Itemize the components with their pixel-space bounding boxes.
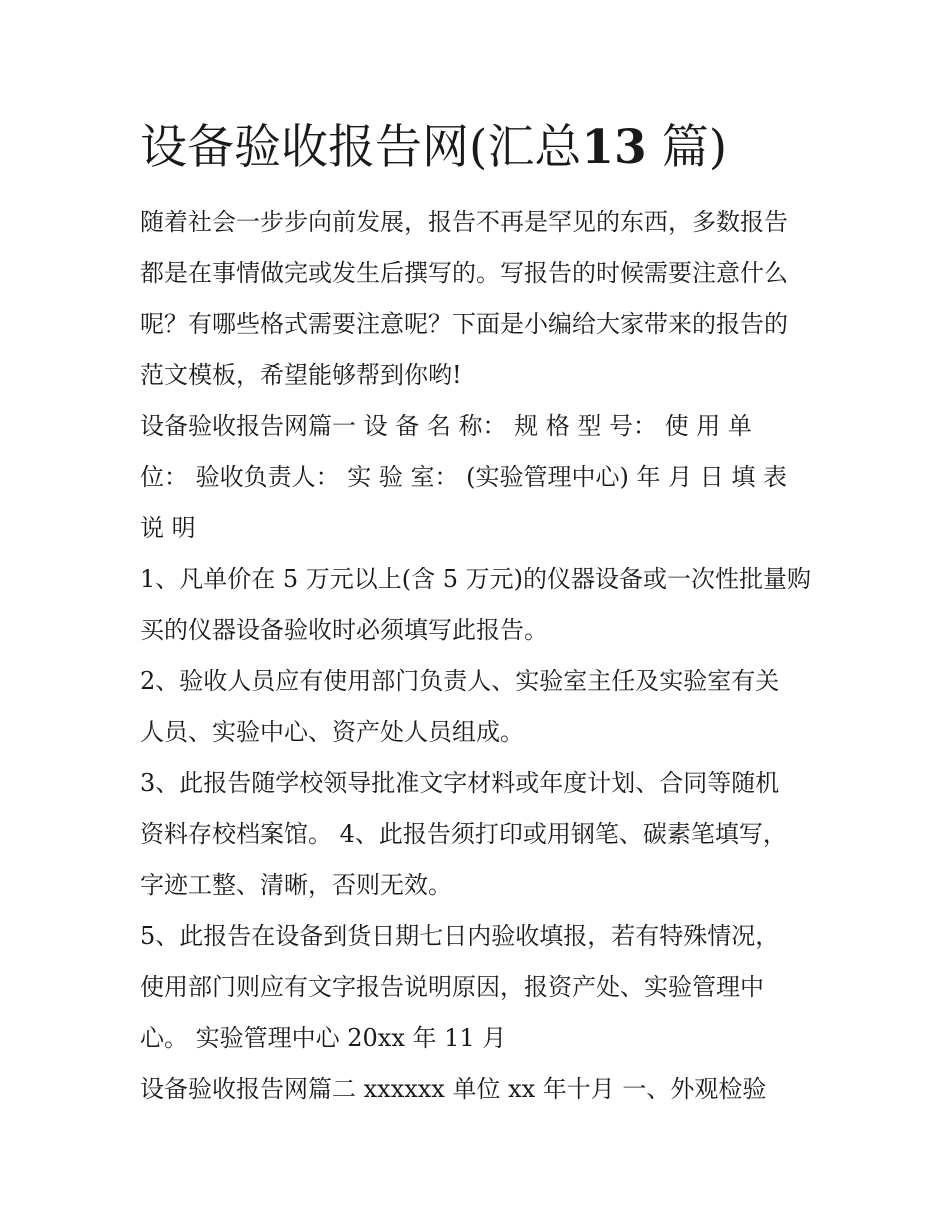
text-line: 字迹工整、清晰，否则无效。 [140, 871, 452, 899]
text-line: 5、此报告在设备到货日期七日内验收填报，若有特殊情况， [140, 922, 780, 950]
text-line: 1、凡单价在 5 万元以上(含 5 万元)的仪器设备或一次性批量购 [140, 565, 812, 593]
text-line: 人员、实验中心、资产处人员组成。 [140, 718, 524, 746]
text-line: 使用部门则应有文字报告说明原因，报资产处、实验管理中 [140, 973, 764, 1001]
text-line: 说 明 [140, 514, 196, 542]
text-line: 呢？有哪些格式需要注意呢？下面是小编给大家带来的报告的 [140, 310, 788, 338]
document-title [140, 116, 830, 180]
text-line: 3、此报告随学校领导批准文字材料或年度计划、合同等随机 [140, 769, 780, 797]
text-line: 买的仪器设备验收时必须填写此报告。 [140, 616, 548, 644]
title-prefix: 设备验收报告网(汇总 [140, 120, 582, 175]
text-line: 心。 实验管理中心 20xx 年 11 月 [140, 1024, 507, 1052]
text-line: 都是在事情做完或发生后撰写的。写报告的时候需要注意什么 [140, 259, 788, 287]
title-suffix: 篇) [661, 120, 728, 175]
text-line: 设备验收报告网篇一 设 备 名 称： 规 格 型 号： 使 用 单 [140, 412, 752, 440]
text-line: 2、验收人员应有使用部门负责人、实验室主任及实验室有关 [140, 667, 780, 695]
text-line: 范文模板，希望能够帮到你哟! [140, 361, 462, 389]
text-line: 位： 验收负责人： 实 验 室： (实验管理中心) 年 月 日 填 表 [140, 463, 788, 491]
text-line: 资料存校档案馆。 4、此报告须打印或用钢笔、碳素笔填写， [140, 820, 787, 848]
title-number: 13 [581, 120, 647, 175]
document-body [140, 197, 820, 1115]
text-line: 随着社会一步步向前发展，报告不再是罕见的东西，多数报告 [140, 208, 788, 236]
text-line: 设备验收报告网篇二 xxxxxx 单位 xx 年十月 一、外观检验 [140, 1075, 767, 1103]
